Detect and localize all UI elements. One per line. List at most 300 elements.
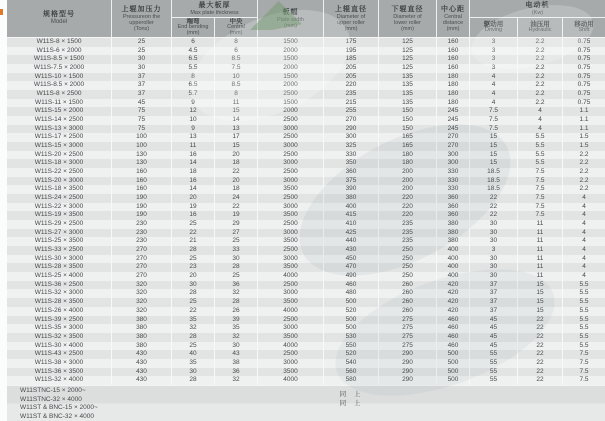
value-cell: 1500: [258, 55, 323, 64]
value-cell: 7.5: [518, 185, 562, 194]
value-cell: 400: [437, 246, 469, 255]
value-cell: 35: [172, 359, 214, 368]
value-cell: 520: [324, 350, 378, 359]
value-cell: 360: [437, 211, 469, 220]
col-header-model-zh: 规格型号: [43, 11, 75, 19]
value-cell: 55: [470, 368, 517, 377]
col-group-motor-zh: 电动机: [525, 1, 550, 9]
value-cell: 20: [215, 151, 257, 160]
value-cell: 220: [379, 194, 436, 203]
value-cell: 235: [324, 90, 378, 99]
value-cell: 3000: [258, 159, 323, 168]
value-cell: 430: [324, 246, 378, 255]
value-cell: 28: [215, 298, 257, 307]
value-cell: 37: [470, 281, 517, 290]
value-cell: 130: [112, 151, 171, 160]
value-cell: 3: [470, 246, 517, 255]
value-cell: 32: [215, 333, 257, 342]
value-cell: 235: [379, 229, 436, 238]
value-cell: 15: [470, 151, 517, 160]
value-cell: 2500: [258, 246, 323, 255]
value-cell: 3000: [258, 177, 323, 186]
value-cell: 1.1: [563, 125, 605, 134]
value-cell: 550: [324, 342, 378, 351]
value-cell: 5.5: [563, 289, 605, 298]
value-cell: 22: [215, 168, 257, 177]
value-cell: 230: [112, 220, 171, 229]
value-cell: 19: [172, 203, 214, 212]
value-cell: 15: [518, 289, 562, 298]
value-cell: 220: [379, 211, 436, 220]
value-cell: 430: [112, 350, 171, 359]
value-cell: 290: [379, 359, 436, 368]
value-cell: 22: [518, 359, 562, 368]
value-cell: 7.5: [470, 116, 517, 125]
value-cell: 40: [172, 350, 214, 359]
value-cell: 430: [112, 359, 171, 368]
value-cell: 4: [518, 116, 562, 125]
value-cell: 390: [324, 185, 378, 194]
value-cell: 190: [112, 203, 171, 212]
value-cell: 420: [437, 298, 469, 307]
value-cell: 12: [172, 107, 214, 116]
value-cell: 9: [172, 99, 214, 108]
col-header-central-distance-en1: Central: [444, 13, 462, 20]
value-cell: 2500: [258, 168, 323, 177]
value-cell: 26: [215, 307, 257, 316]
col-header-plate-width-en: Plate width: [277, 16, 304, 23]
table-header: [7, 0, 605, 38]
value-cell: 415: [324, 211, 378, 220]
value-cell: 165: [379, 133, 436, 142]
col-header-end-bending: [172, 18, 214, 37]
value-cell: 16: [172, 177, 214, 186]
value-cell: 270: [112, 255, 171, 264]
value-cell: 320: [112, 307, 171, 316]
value-cell: 43: [215, 350, 257, 359]
value-cell: 11: [518, 229, 562, 238]
value-cell: 33: [215, 246, 257, 255]
value-cell: 20: [215, 177, 257, 186]
model-cell: W11S-30 × 4000: [7, 342, 111, 351]
model-cell: W11S-19 × 3500: [7, 211, 111, 220]
value-cell: 7.5: [518, 203, 562, 212]
value-cell: 11: [518, 237, 562, 246]
value-cell: 7.5: [470, 107, 517, 116]
col-header-plate-width-zh: 板幅: [282, 8, 299, 16]
value-cell: 22: [518, 376, 562, 385]
value-cell: 10: [172, 116, 214, 125]
value-cell: 8.5: [215, 55, 257, 64]
value-cell: 22: [518, 316, 562, 325]
value-cell: 18: [215, 185, 257, 194]
value-cell: 0.75: [563, 81, 605, 90]
value-cell: 19: [215, 211, 257, 220]
value-cell: 22: [470, 194, 517, 203]
value-cell: 380: [324, 194, 378, 203]
value-cell: 30: [215, 342, 257, 351]
value-cell: 4: [563, 246, 605, 255]
value-cell: 220: [324, 81, 378, 90]
value-cell: 4: [563, 194, 605, 203]
value-cell: 380: [112, 324, 171, 333]
value-cell: 4: [563, 211, 605, 220]
value-cell: 16: [172, 211, 214, 220]
value-cell: 2.2: [518, 81, 562, 90]
value-cell: 22: [518, 324, 562, 333]
value-cell: 22: [518, 350, 562, 359]
col-header-upper-roller-unit: (mm): [344, 25, 358, 32]
value-cell: 0.75: [563, 64, 605, 73]
value-cell: 14: [172, 159, 214, 168]
value-cell: 22: [470, 211, 517, 220]
value-cell: 14: [215, 116, 257, 125]
value-cell: 3500: [258, 211, 323, 220]
col-header-central-thickness-en: Central: [227, 24, 245, 31]
value-cell: 15: [215, 107, 257, 116]
value-cell: 32: [172, 324, 214, 333]
value-cell: 330: [437, 177, 469, 186]
value-cell: 175: [324, 38, 378, 47]
value-cell: 37: [112, 73, 171, 82]
value-cell: 29: [215, 220, 257, 229]
ditto-note: 同 上: [339, 391, 364, 398]
value-cell: 6.5: [172, 55, 214, 64]
value-cell: 380: [437, 229, 469, 238]
value-cell: 5.5: [563, 324, 605, 333]
value-cell: 290: [379, 350, 436, 359]
value-cell: 22: [215, 203, 257, 212]
col-header-pressure: [112, 0, 171, 37]
value-cell: 22: [470, 203, 517, 212]
value-cell: 4000: [258, 342, 323, 351]
value-cell: 22: [172, 229, 214, 238]
value-cell: 25: [172, 342, 214, 351]
value-cell: 2.2: [518, 55, 562, 64]
page-edge-mark: [0, 9, 3, 15]
value-cell: 22: [518, 368, 562, 377]
col-header-hydraulic: [518, 18, 562, 37]
value-cell: 320: [112, 298, 171, 307]
value-cell: 45: [470, 342, 517, 351]
value-cell: 7.5: [563, 350, 605, 359]
value-cell: 8: [215, 38, 257, 47]
value-cell: 3000: [258, 229, 323, 238]
value-cell: 425: [324, 229, 378, 238]
value-cell: 190: [112, 211, 171, 220]
value-cell: 270: [437, 142, 469, 151]
value-cell: 0.75: [563, 99, 605, 108]
col-header-central-thickness-zh: 中央: [229, 18, 243, 26]
value-cell: 39: [215, 316, 257, 325]
value-cell: 460: [324, 281, 378, 290]
value-cell: 320: [112, 289, 171, 298]
value-cell: 11: [172, 142, 214, 151]
value-cell: 2.2: [563, 151, 605, 160]
value-cell: 2500: [258, 133, 323, 142]
value-cell: 5.5: [563, 316, 605, 325]
value-cell: 270: [112, 263, 171, 272]
value-cell: 55: [470, 359, 517, 368]
value-cell: 255: [324, 107, 378, 116]
col-header-model-en: Model: [50, 19, 68, 26]
value-cell: 2500: [258, 281, 323, 290]
value-cell: 4: [470, 99, 517, 108]
value-cell: 450: [324, 255, 378, 264]
value-cell: 490: [324, 272, 378, 281]
value-cell: 3500: [258, 185, 323, 194]
value-cell: 245: [437, 116, 469, 125]
value-cell: 130: [112, 159, 171, 168]
value-cell: 2500: [258, 116, 323, 125]
value-cell: 530: [324, 333, 378, 342]
value-cell: 180: [437, 99, 469, 108]
value-cell: 245: [437, 107, 469, 116]
value-cell: 30: [470, 263, 517, 272]
value-cell: 3: [470, 47, 517, 56]
col-header-pressure-en2: upperoller: [129, 19, 154, 26]
value-cell: 160: [437, 38, 469, 47]
value-cell: 37: [470, 298, 517, 307]
value-cell: 4: [563, 263, 605, 272]
value-cell: 1.1: [563, 116, 605, 125]
value-cell: 410: [324, 220, 378, 229]
value-cell: 2.2: [563, 168, 605, 177]
value-cell: 5.5: [563, 298, 605, 307]
value-cell: 200: [379, 185, 436, 194]
value-cell: 7.5: [518, 177, 562, 186]
value-cell: 380: [112, 333, 171, 342]
value-cell: 3000: [258, 289, 323, 298]
value-cell: 30: [172, 368, 214, 377]
value-cell: 580: [324, 376, 378, 385]
col-header-end-bending-en: End bending: [177, 24, 209, 31]
value-cell: 45: [470, 333, 517, 342]
value-cell: 7.5: [215, 64, 257, 73]
value-cell: 15: [470, 159, 517, 168]
value-cell: 320: [112, 281, 171, 290]
value-cell: 30: [470, 220, 517, 229]
value-cell: 9: [172, 125, 214, 134]
value-cell: 18: [215, 159, 257, 168]
value-cell: 25: [172, 298, 214, 307]
col-header-end-bending-unit: (mm): [186, 30, 200, 36]
col-header-driving-zh: 驱动用: [483, 21, 504, 29]
value-cell: 400: [437, 272, 469, 281]
value-cell: 4: [470, 81, 517, 90]
value-cell: 0.75: [563, 47, 605, 56]
value-cell: 22: [518, 342, 562, 351]
value-cell: 215: [324, 99, 378, 108]
model-cell: W11S-32 × 3500: [7, 333, 111, 342]
value-cell: 15: [518, 298, 562, 307]
value-cell: 440: [324, 237, 378, 246]
col-header-shift: [563, 18, 605, 37]
value-cell: 45: [112, 99, 171, 108]
value-cell: 14: [172, 185, 214, 194]
value-cell: 2.2: [518, 90, 562, 99]
value-cell: 6: [172, 38, 214, 47]
model-cell: W11S-8.5 × 1500: [7, 55, 111, 64]
spec-table: [7, 0, 605, 421]
value-cell: 380: [112, 342, 171, 351]
value-cell: 5.5: [172, 64, 214, 73]
col-header-lower-roller-unit: (mm): [401, 25, 414, 32]
value-cell: 125: [379, 64, 436, 73]
value-cell: 35: [172, 316, 214, 325]
value-cell: 1500: [258, 73, 323, 82]
col-header-lower-roller-en1: Diameter of: [393, 13, 422, 20]
value-cell: 15: [518, 281, 562, 290]
footer-model: W11STNC-32 × 4000: [20, 395, 82, 403]
model-cell: W11S-43 × 2500: [7, 350, 111, 359]
value-cell: 3000: [258, 125, 323, 134]
col-header-hydraulic-zh: 油压用: [530, 21, 550, 29]
value-cell: 270: [112, 246, 171, 255]
value-cell: 45: [470, 324, 517, 333]
value-cell: 125: [379, 47, 436, 56]
value-cell: 7.5: [518, 194, 562, 203]
value-cell: 8.5: [215, 81, 257, 90]
col-header-central-thickness-unit: (mm): [229, 30, 243, 36]
value-cell: 4000: [258, 272, 323, 281]
value-cell: 275: [379, 316, 436, 325]
value-cell: 20: [172, 272, 214, 281]
value-cell: 180: [379, 151, 436, 160]
value-cell: 360: [324, 168, 378, 177]
col-group-max-thickness-zh: 最大板厚: [198, 1, 231, 9]
value-cell: 27: [215, 229, 257, 238]
value-cell: 330: [437, 168, 469, 177]
value-cell: 160: [437, 64, 469, 73]
value-cell: 23: [172, 263, 214, 272]
value-cell: 230: [112, 229, 171, 238]
col-group-max-thickness-en: Max plate thickness: [190, 9, 239, 16]
value-cell: 45: [470, 316, 517, 325]
value-cell: 4: [470, 90, 517, 99]
value-cell: 30: [470, 255, 517, 264]
model-cell: W11S-29 × 2500: [7, 220, 111, 229]
value-cell: 2000: [258, 81, 323, 90]
value-cell: 25: [172, 220, 214, 229]
model-cell: W11S-27 × 3000: [7, 229, 111, 238]
value-cell: 3500: [258, 237, 323, 246]
value-cell: 55: [470, 350, 517, 359]
value-cell: 21: [172, 237, 214, 246]
value-cell: 125: [379, 38, 436, 47]
value-cell: 75: [112, 125, 171, 134]
value-cell: 2.2: [518, 64, 562, 73]
value-cell: 5.5: [518, 142, 562, 151]
value-cell: 325: [324, 142, 378, 151]
col-header-shift-en: Shift: [578, 27, 590, 34]
col-header-pressure-zh: 上辊加压力: [121, 5, 162, 13]
value-cell: 100: [112, 133, 171, 142]
model-cell: W11S-26 × 4000: [7, 307, 111, 316]
model-cell: W11S-14 × 2500: [7, 116, 111, 125]
value-cell: 300: [324, 133, 378, 142]
value-cell: 190: [112, 194, 171, 203]
value-cell: 1.1: [563, 107, 605, 116]
value-cell: 500: [324, 298, 378, 307]
col-group-max-thickness: [172, 0, 257, 17]
value-cell: 5.5: [563, 333, 605, 342]
model-cell: W11S-13 × 3000: [7, 125, 111, 134]
model-cell: W11S-24 × 2500: [7, 194, 111, 203]
value-cell: 520: [324, 307, 378, 316]
value-cell: 11: [518, 263, 562, 272]
value-cell: 4: [470, 73, 517, 82]
value-cell: 5.5: [563, 342, 605, 351]
footer-model: W11ST & BNC-32 × 4000: [20, 412, 95, 420]
model-cell: W11S-36 × 2500: [7, 281, 111, 290]
value-cell: 2500: [258, 194, 323, 203]
value-cell: 17: [215, 133, 257, 142]
col-header-plate-width-unit: (mm): [284, 22, 297, 29]
col-header-central-distance-en2: distance: [442, 19, 464, 26]
col-header-upper-roller-en2: upper roller: [337, 19, 365, 26]
value-cell: 260: [379, 281, 436, 290]
value-cell: 420: [437, 307, 469, 316]
value-cell: 135: [379, 90, 436, 99]
value-cell: 460: [437, 324, 469, 333]
col-header-model: [7, 0, 111, 37]
table-body: [7, 38, 605, 385]
model-cell: W11S-36 × 3500: [7, 368, 111, 377]
value-cell: 2.2: [563, 177, 605, 186]
value-cell: 360: [437, 194, 469, 203]
value-cell: 11: [215, 99, 257, 108]
value-cell: 30: [470, 229, 517, 238]
value-cell: 160: [437, 55, 469, 64]
value-cell: 160: [437, 47, 469, 56]
value-cell: 2.2: [518, 47, 562, 56]
value-cell: 16: [172, 151, 214, 160]
value-cell: 11: [518, 246, 562, 255]
value-cell: 25: [112, 38, 171, 47]
value-cell: 22: [518, 333, 562, 342]
value-cell: 350: [324, 159, 378, 168]
value-cell: 30: [470, 272, 517, 281]
model-cell: W11S-10 × 1500: [7, 73, 111, 82]
value-cell: 100: [112, 142, 171, 151]
value-cell: 6: [215, 47, 257, 56]
value-cell: 20: [172, 194, 214, 203]
value-cell: 135: [379, 99, 436, 108]
model-cell: W11S-32 × 4000: [7, 376, 111, 385]
value-cell: 195: [324, 47, 378, 56]
value-cell: 2500: [258, 316, 323, 325]
value-cell: 2.2: [518, 73, 562, 82]
value-cell: 460: [437, 333, 469, 342]
col-group-motor: [470, 0, 605, 17]
value-cell: 375: [324, 177, 378, 186]
value-cell: 5.5: [518, 151, 562, 160]
value-cell: 7.5: [518, 211, 562, 220]
value-cell: 135: [379, 73, 436, 82]
value-cell: 480: [324, 289, 378, 298]
value-cell: 135: [379, 81, 436, 90]
value-cell: 2500: [258, 151, 323, 160]
value-cell: 36: [215, 281, 257, 290]
value-cell: 55: [470, 376, 517, 385]
value-cell: 270: [437, 133, 469, 142]
value-cell: 2500: [258, 350, 323, 359]
value-cell: 75: [112, 107, 171, 116]
col-header-end-bending-zh: 端弯: [186, 18, 200, 26]
value-cell: 420: [437, 289, 469, 298]
model-cell: W11S-15 × 3000: [7, 142, 111, 151]
